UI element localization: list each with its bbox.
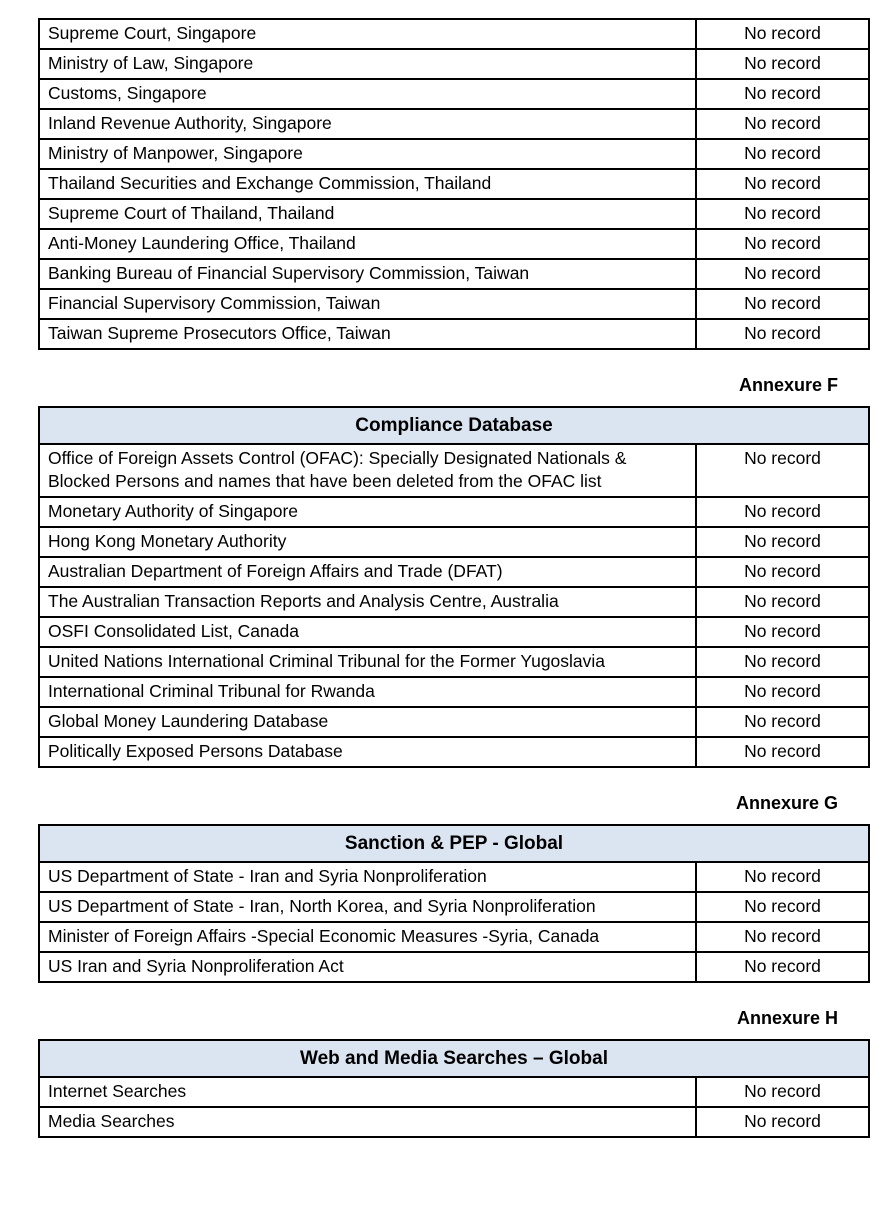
source-cell: US Department of State - Iran, North Korea, and Syria Nonproliferation	[39, 892, 696, 922]
result-cell: No record	[696, 497, 869, 527]
result-cell: No record	[696, 527, 869, 557]
result-cell: No record	[696, 677, 869, 707]
table-row	[39, 862, 869, 892]
screening-results-table-continued	[38, 18, 870, 350]
source-cell: Thailand Securities and Exchange Commission, Thailand	[39, 169, 696, 199]
table-row	[39, 677, 869, 707]
result-cell: No record	[696, 952, 869, 982]
result-cell: No record	[696, 289, 869, 319]
table-header-row	[39, 1040, 869, 1077]
web-media-searches-title: Web and Media Searches – Global	[39, 1040, 869, 1077]
table-header-row	[39, 825, 869, 862]
table-row	[39, 497, 869, 527]
source-cell: Financial Supervisory Commission, Taiwan	[39, 289, 696, 319]
source-cell: US Department of State - Iran and Syria Nonproliferation	[39, 862, 696, 892]
result-cell: No record	[696, 587, 869, 617]
result-cell: No record	[696, 444, 869, 497]
table-row	[39, 169, 869, 199]
table-row	[39, 617, 869, 647]
source-cell: Media Searches	[39, 1107, 696, 1137]
result-cell: No record	[696, 557, 869, 587]
source-cell: OSFI Consolidated List, Canada	[39, 617, 696, 647]
table-row	[39, 1077, 869, 1107]
table-header-row	[39, 407, 869, 444]
compliance-database-table	[38, 406, 870, 768]
table-row	[39, 892, 869, 922]
source-cell: International Criminal Tribunal for Rwanda	[39, 677, 696, 707]
sanction-pep-global-table	[38, 824, 870, 983]
table-row	[39, 49, 869, 79]
source-cell: Inland Revenue Authority, Singapore	[39, 109, 696, 139]
table-row	[39, 259, 869, 289]
source-cell: Office of Foreign Assets Control (OFAC): Specially Designated Nationals & Blocked Persons and names that have been deleted from the OFAC list	[39, 444, 696, 497]
table-row	[39, 79, 869, 109]
table-row	[39, 19, 869, 49]
table-row	[39, 647, 869, 677]
result-cell: No record	[696, 319, 869, 349]
table-row	[39, 587, 869, 617]
result-cell: No record	[696, 737, 869, 767]
annexure-g-label: Annexure G	[735, 793, 838, 813]
annexure-h-label: Annexure H	[736, 1008, 838, 1028]
table-row	[39, 199, 869, 229]
result-cell: No record	[696, 199, 869, 229]
source-cell: US Iran and Syria Nonproliferation Act	[39, 952, 696, 982]
source-cell: The Australian Transaction Reports and Analysis Centre, Australia	[39, 587, 696, 617]
result-cell: No record	[696, 1107, 869, 1137]
result-cell: No record	[696, 109, 869, 139]
table-row	[39, 952, 869, 982]
annexure-f-label: Annexure F	[738, 375, 838, 395]
source-cell: Banking Bureau of Financial Supervisory Commission, Taiwan	[39, 259, 696, 289]
table-row	[39, 289, 869, 319]
result-cell: No record	[696, 49, 869, 79]
source-cell: United Nations International Criminal Tribunal for the Former Yugoslavia	[39, 647, 696, 677]
source-cell: Minister of Foreign Affairs -Special Economic Measures -Syria, Canada	[39, 922, 696, 952]
table-row	[39, 1107, 869, 1137]
source-cell: Supreme Court of Thailand, Thailand	[39, 199, 696, 229]
source-cell: Ministry of Law, Singapore	[39, 49, 696, 79]
result-cell: No record	[696, 169, 869, 199]
table-row	[39, 737, 869, 767]
table-row	[39, 557, 869, 587]
result-cell: No record	[696, 707, 869, 737]
source-cell: Global Money Laundering Database	[39, 707, 696, 737]
result-cell: No record	[696, 19, 869, 49]
source-cell: Ministry of Manpower, Singapore	[39, 139, 696, 169]
result-cell: No record	[696, 647, 869, 677]
source-cell: Hong Kong Monetary Authority	[39, 527, 696, 557]
sanction-pep-global-title: Sanction & PEP - Global	[39, 825, 869, 862]
result-cell: No record	[696, 892, 869, 922]
source-cell: Internet Searches	[39, 1077, 696, 1107]
result-cell: No record	[696, 259, 869, 289]
source-cell: Supreme Court, Singapore	[39, 19, 696, 49]
compliance-database-title: Compliance Database	[39, 407, 869, 444]
table-row	[39, 922, 869, 952]
source-cell: Anti-Money Laundering Office, Thailand	[39, 229, 696, 259]
result-cell: No record	[696, 922, 869, 952]
table-row	[39, 109, 869, 139]
source-cell: Customs, Singapore	[39, 79, 696, 109]
result-cell: No record	[696, 1077, 869, 1107]
web-media-searches-table	[38, 1039, 870, 1138]
table-row	[39, 527, 869, 557]
source-cell: Australian Department of Foreign Affairs and Trade (DFAT)	[39, 557, 696, 587]
table-row	[39, 229, 869, 259]
source-cell: Taiwan Supreme Prosecutors Office, Taiwan	[39, 319, 696, 349]
result-cell: No record	[696, 79, 869, 109]
result-cell: No record	[696, 617, 869, 647]
table-row	[39, 707, 869, 737]
table-row	[39, 444, 869, 497]
source-cell: Politically Exposed Persons Database	[39, 737, 696, 767]
result-cell: No record	[696, 139, 869, 169]
table-row	[39, 319, 869, 349]
source-cell: Monetary Authority of Singapore	[39, 497, 696, 527]
result-cell: No record	[696, 862, 869, 892]
result-cell: No record	[696, 229, 869, 259]
table-row	[39, 139, 869, 169]
